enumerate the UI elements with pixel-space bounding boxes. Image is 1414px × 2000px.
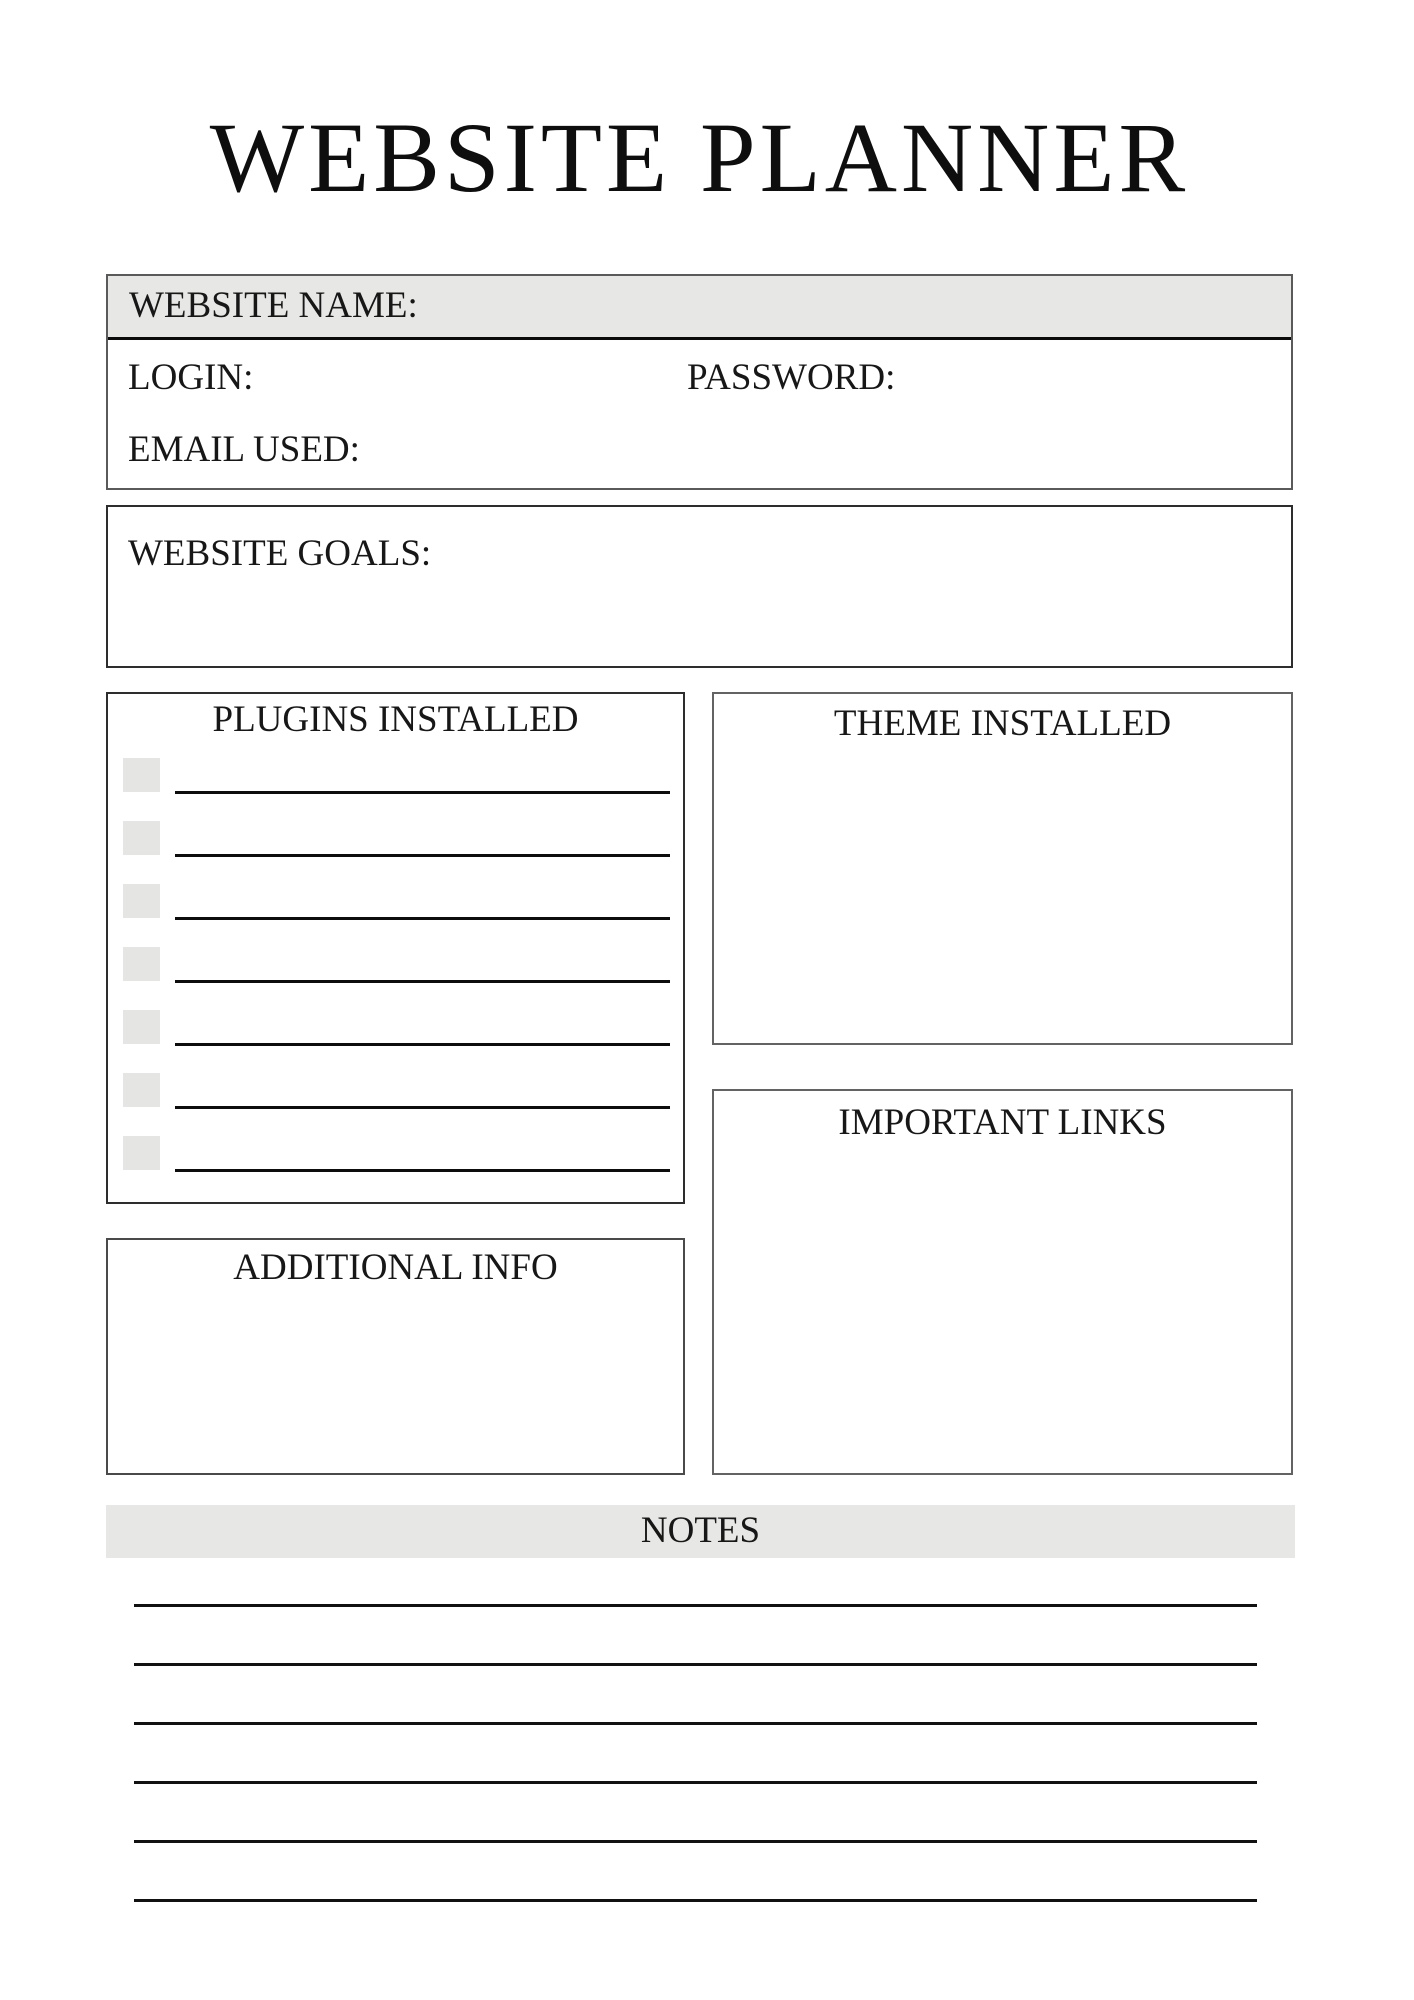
theme-installed-box — [712, 692, 1293, 1045]
plugins-installed-title: PLUGINS INSTALLED — [212, 699, 579, 740]
additional-info-write-area[interactable] — [110, 1296, 681, 1471]
website-goals-box — [106, 505, 1293, 668]
notes-write-line[interactable] — [134, 1663, 1257, 1666]
password-label: PASSWORD: — [687, 357, 896, 398]
plugin-checkbox[interactable] — [123, 821, 160, 855]
website-goals-label: WEBSITE GOALS: — [128, 533, 432, 574]
website-name-label: WEBSITE NAME: — [129, 285, 418, 327]
account-box — [106, 274, 1293, 490]
plugin-checkbox[interactable] — [123, 1136, 160, 1170]
login-label: LOGIN: — [128, 357, 254, 398]
notes-write-line[interactable] — [134, 1840, 1257, 1843]
plugin-checkbox[interactable] — [123, 758, 160, 792]
notes-write-line[interactable] — [134, 1781, 1257, 1784]
plugin-checkbox[interactable] — [123, 1010, 160, 1044]
notes-header — [106, 1505, 1295, 1558]
plugin-write-line[interactable] — [175, 854, 670, 857]
plugin-write-line[interactable] — [175, 1043, 670, 1046]
email-used-label: EMAIL USED: — [128, 429, 360, 470]
plugin-checkbox[interactable] — [123, 884, 160, 918]
additional-info-title: ADDITIONAL INFO — [233, 1247, 558, 1288]
theme-installed-write-area[interactable] — [716, 750, 1289, 1041]
theme-installed-title: THEME INSTALLED — [833, 703, 1172, 744]
additional-info-box — [106, 1238, 685, 1475]
plugins-installed-box — [106, 692, 685, 1204]
important-links-title: IMPORTANT LINKS — [838, 1102, 1167, 1143]
notes-write-line[interactable] — [134, 1604, 1257, 1607]
website-name-header — [108, 276, 1291, 340]
plugin-write-line[interactable] — [175, 917, 670, 920]
plugin-write-line[interactable] — [175, 1169, 670, 1172]
website-goals-write-area[interactable] — [110, 563, 1289, 664]
plugin-write-line[interactable] — [175, 1106, 670, 1109]
important-links-box — [712, 1089, 1293, 1475]
plugin-checkbox[interactable] — [123, 1073, 160, 1107]
plugin-write-line[interactable] — [175, 791, 670, 794]
notes-title: NOTES — [640, 1510, 761, 1552]
plugin-checkbox[interactable] — [123, 947, 160, 981]
important-links-write-area[interactable] — [716, 1147, 1289, 1471]
page-title: WEBSITE PLANNER — [209, 102, 1190, 213]
notes-write-line[interactable] — [134, 1899, 1257, 1902]
plugin-write-line[interactable] — [175, 980, 670, 983]
notes-write-line[interactable] — [134, 1722, 1257, 1725]
